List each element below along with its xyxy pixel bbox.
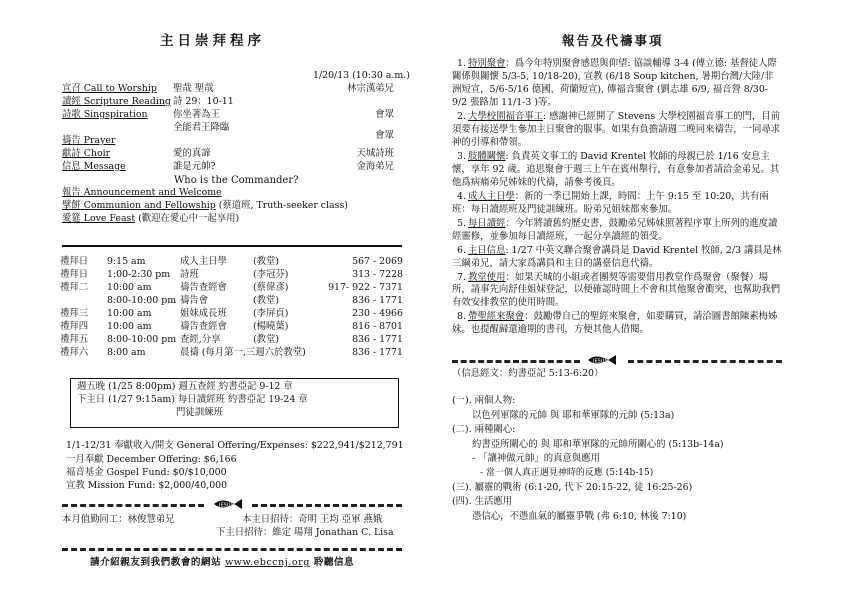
program-person: 會眾 [375,130,394,141]
schedule-row [60,321,406,334]
program-row [62,200,394,213]
offering-line: 一月奉獻 December Offering: $6,166 [66,454,237,465]
program-row [62,161,394,174]
offering-line: 宣教 Mission Fund: $2,000/40,000 [66,480,228,492]
message-title-english: Who is the Commander? [174,175,299,186]
program-label: 宣召 Call to Worship [62,83,157,94]
program-label: 讀經 Scripture Reading [62,96,171,107]
program-row [62,148,394,161]
schedule-row [60,347,406,360]
schedule-time: 8:00-10:00 pm [107,294,177,306]
schedule-day: 禮拜三 [60,307,89,319]
offering-line: 福音基金 Gospel Fund: $0/$10,000 [66,467,227,479]
worship-program [62,83,394,226]
communion-note: (蔡道班, Truth-seeker class) [218,200,348,211]
box-line: 週五晚 (1/25 8:00pm) 週五查經 約書亞記 9-12 章 [77,381,293,392]
communion-label: 擘餅 Communion and Fellowship [62,200,216,211]
offering-lines [66,453,237,492]
schedule-time: 9:15 am [107,256,146,267]
schedule-phone: 230 - 4966 [352,307,403,319]
box-line: 門徒訓練班 [176,406,223,418]
love-feast-note: (歡迎在愛心中一起享用) [138,213,240,224]
schedule-day: 禮拜五 [60,333,89,345]
outline-point: (四). 生活應用 [452,496,513,508]
schedule-event: 詩班 [180,268,199,280]
schedule-phone: 567 - 2069 [352,256,403,267]
service-datetime: 1/20/13 (10:30 a.m.) [313,70,410,81]
ushers-this-week: 本主日招待：奇明 王均 亞軍 燕娥 [242,514,383,525]
program-content: 你坐著為王 [173,109,220,120]
footer-prefix: 請介紹親友到我們教會的網站 [90,557,222,568]
offering-total: 1/1-12/31 奉獻收入/開支 General Offering/Expenses: $222,941/$212,791 [66,440,404,451]
schedule-day: 禮拜六 [60,346,89,358]
outline-point: (一). 兩個人物: [452,395,516,406]
schedule-phone: 313 - 7228 [352,268,403,280]
schedule-row [60,295,406,308]
bulletin-title: 主日崇拜程序 [160,33,265,49]
program-row [62,187,394,200]
program-row [62,174,394,187]
outline-subpoint: - 「讓神做元帥」的真意與應用 [472,453,601,465]
outline-subpoint: - 當一個人真正遇見神時的反應 (5:14b-15) [480,467,654,478]
program-row [62,83,394,96]
program-row [62,213,394,226]
schedule-day: 禮拜四 [60,320,89,332]
schedule-phone: 816 - 8701 [352,320,403,332]
footer-divider [62,548,402,551]
schedule-event: 禱告查經會 [180,281,227,293]
schedule-phone: 917- 922 - 7371 [328,281,403,293]
schedule-contact: (蔡偉彥) [253,281,289,293]
program-label: 獻詩 Choir [62,148,111,159]
program-row [62,96,394,109]
outline-point: (二). 兩種關心: [452,424,516,436]
schedule-contact: (教堂) [253,294,280,306]
schedule-time: 1:00-2:30 pm [107,268,171,280]
announcement-item: 8. 帶聖經來聚會：鼓勵帶自己的聖經來聚會，如要購買，請洽圖書館陳素梅姊妹。也提醒歸還逾期的書刊，方便其他人借閱。 [452,311,778,336]
schedule-event: 禱告會 [180,294,209,306]
program-row [62,122,394,135]
program-label: 信息 Message [62,161,126,172]
ichthys-icon [586,354,618,366]
program-row [62,109,394,122]
schedule-day [60,295,107,308]
schedule-row [60,282,406,295]
program-label: 詩歌 Singspiration [62,109,148,120]
box-line: 下主日 (1/27 9:15am) 每日讀經班 約書亞記 19-24 章 [77,393,308,405]
footer-note [90,556,354,569]
announcement-item: 3. 肢體關懷: 負責英文事工的 David Krentel 牧師的母親已於 1/16 安息主懷，享年 92 歲。追思聚會于週三上午在賓州舉行，有意參加者請洽金弟兄。其他爲病痛弟兄姊妹的代禱，請參考後頁。 [452,150,780,188]
schedule-contact: (教堂) [253,333,280,345]
program-content: 誰是元帥? [173,161,216,172]
program-content: 詩 29：10-11 [173,96,234,107]
schedule-row [60,269,406,282]
svg-text:JESUS: JESUS [219,502,234,509]
footer-suffix: 聆聽信息 [313,557,355,568]
program-content: 全能君王降臨 [173,122,230,133]
schedule-phone: 836 - 1771 [352,294,403,306]
schedule-time: 8:00-10:00 pm [107,333,177,345]
announcement-item: 5. 每日讀經：今年將讀舊約歷史書，鼓勵弟兄姊妹照著程序單上所列的進度讀經靈修，並參加每日讀經班，一起分享讀經的領受。 [452,217,778,242]
announcement-label: 報告 Announcement and Welcome [62,187,222,198]
sermon-outline [452,394,792,525]
fish-divider [62,498,402,510]
ushers-next-week: 下主日招待：維定 瑒翔 Jonathan C. Lisa [216,527,394,538]
sermon-scripture: （信息經文：約書亞記 5:13-6:20） [452,368,604,379]
announcement-item: 6. 主日信息: 1/27 中英文聯合聚會講員是 David Krentel 牧師, 2/3 講員是林三綱弟兄，請大家爲講員和主日的講臺信息代禱。 [452,244,782,269]
schedule-time: 10:00 am [107,320,152,332]
svg-text:JESUS: JESUS [593,358,608,365]
program-person: 會眾 [375,109,394,120]
schedule-event: 晨禱 (每月第一,三週六於教堂) [180,346,306,358]
schedule-day: 禮拜日 [60,268,89,280]
program-person: 天城詩班 [356,148,394,159]
schedule-day: 禮拜日 [60,256,89,267]
outline-point: (三). 屬靈的戰術 (6:1-20, 代下 20:15-22, 徒 16:25-26) [452,481,693,493]
schedule-row [60,256,406,269]
schedule-time: 10:00 am [107,307,152,319]
section-divider [62,245,402,247]
fish-divider [452,354,782,366]
schedule-phone: 836 - 1771 [352,333,403,345]
announcement-item: 1. 特別聚會：爲今年特別聚會感恩與仰望: 協談輔導 3-4 (傅立德: 基督徒人際關係與關懷 5/3-5, 10/18-20), 宣教 (6/18 Soup kitchen, 暑期台灣/大陸/非洲短宣，5/6-5/16 德國、荷蘭短宣), 傳福音聚會 (劉志雄 6/9, 福音營 8/30-9/2 張路加 11/1-3 )等。 [452,58,777,108]
program-content: 聖哉 聖哉 [173,83,214,94]
ichthys-icon [212,498,244,510]
announcements-title: 報告及代禱事項 [562,33,664,48]
schedule-contact: (教堂) [253,256,280,267]
announcement-item: 4. 成人主日學：新的一季已開始上課，時間：上午 9:15 至 10:20，共有兩班：每日讀經班及門徒訓練班。盼弟兄姐妹都來參加。 [452,190,769,215]
schedule-time: 8:00 am [107,346,146,358]
program-row [62,130,394,148]
church-website-link[interactable]: www.ebccnj.org [225,557,310,568]
schedule-event: 禱告查經會 [180,320,227,332]
love-feast-label: 愛筵 Love Feast [62,213,136,224]
schedule-contact: (李屏貞) [253,307,289,319]
program-label: 禱告 Prayer [62,135,116,146]
schedule-event: 查經,分享 [180,333,221,345]
schedule-contact: (楊曉葉) [253,320,289,332]
upcoming-events-box [70,378,399,428]
outline-subpoint: 約書亞所關心的 與 耶和華軍隊的元帥所關心的 (5:13b-14a) [472,438,724,450]
duty-staff: 本月值勤同工：林俊慧弟兄 [62,514,175,525]
outline-subpoint: 憑信心，不憑血氣的屬靈爭戰 (弗 6:10, 林後 7:10) [472,510,687,522]
schedule-event: 成人主日學 [180,256,227,267]
schedule-row [60,308,406,321]
program-content: 愛的真諦 [173,148,211,159]
weekly-schedule [60,256,406,360]
schedule-phone: 836 - 1771 [352,346,403,358]
announcement-list [452,58,782,338]
announcement-item: 2. 大學校園福音事工: 感謝神已經開了 Stevens 大學校園福音事工的門，目前須要有接送學生參加主日聚會的服事。如果有負擔請週二晚同來禱告，一同尋求神的引導和帶領。 [452,110,781,148]
schedule-row [60,334,406,347]
schedule-contact: (李冠芬) [253,268,289,280]
program-person: 金海弟兄 [356,161,394,172]
outline-subpoint: 以色列軍隊的元帥 與 耶和華軍隊的元帥 (5:13a) [472,409,675,421]
program-person: 林宗漢弟兄 [347,83,394,94]
schedule-time: 10:00 am [107,281,152,293]
schedule-event: 姐妹成長班 [180,307,227,319]
schedule-day: 禮拜二 [60,281,89,293]
announcement-item: 7. 教堂使用：如果天城的小組或者團契等需要借用教堂作爲聚會（聚餐）場所，請事先向舒佳姐妹登記，以便確認時間上不會和其他聚會衝突，也幫助我們有效安排教堂的使用時間。 [452,271,781,309]
